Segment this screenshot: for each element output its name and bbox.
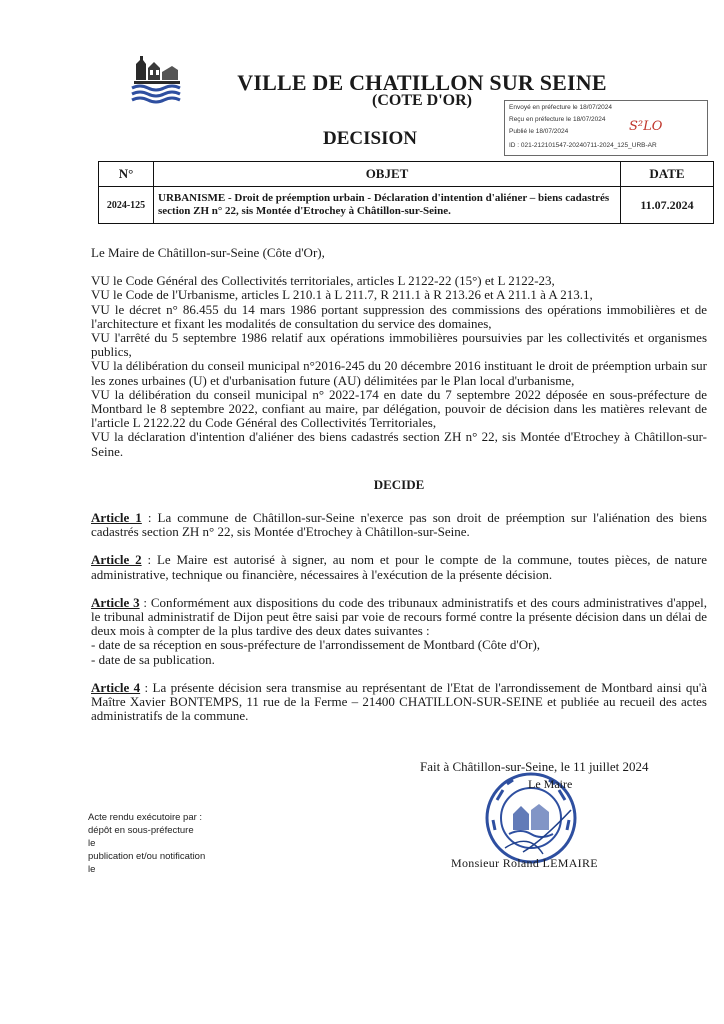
decision-number: 2024-125: [99, 187, 154, 224]
vu-item: VU la délibération du conseil municipal n° 2022-174 en date du 7 septembre 2022 déposée en sous-préfecture de Montbard le 8 septembre 2022, confiant au maire, par délégation, pouvoir de décision dans les matières relevant de l'article L 2122.22 du Code Général des Collectivités Territoriales,: [91, 386, 707, 431]
document-type: DECISION: [323, 128, 417, 149]
header-number: N°: [99, 162, 154, 187]
header-date: DATE: [621, 162, 714, 187]
execution-note-line: dépôt en sous-préfecture: [88, 825, 194, 836]
header-object: OBJET: [154, 162, 621, 187]
execution-note-line: le: [88, 838, 96, 849]
table-row: [99, 187, 714, 224]
article-3: [91, 596, 707, 639]
execution-note-line: publication et/ou notification: [88, 851, 206, 862]
article-3-item: - date de sa publication.: [91, 651, 215, 667]
table-header-row: [99, 162, 714, 187]
article-text: : La commune de Châtillon-sur-Seine n'exerce pas son droit de préemption sur l'aliénation des biens cadastrés section ZH n° 22, sis Montée d'Etrochey à Châtillon-sur-Seine.: [91, 510, 707, 540]
intro-line: Le Maire de Châtillon-sur-Seine (Côte d'Or),: [91, 245, 325, 260]
city-logo: [128, 50, 184, 106]
vu-item: VU le décret n° 86.455 du 14 mars 1986 portant suppression des commissions des opérations immobilières et de l'architecture et fixant les modalités de consultation du service des domaines,: [91, 301, 707, 331]
article-text: : La présente décision sera transmise au représentant de l'Etat de l'arrondissement de Montbard ainsi qu'à Maître Xavier BONTEMPS, 11 rue de la Ferme – 21400 CHATILLON-SUR-SEINE et publiée au recueil des actes administratifs de la commune.: [91, 679, 707, 724]
stamp-handwritten-mark: S²LO: [629, 119, 663, 134]
place-and-date: Fait à Châtillon-sur-Seine, le 11 juillet 2024: [420, 759, 649, 774]
stamp-received: Reçu en préfecture le 18/07/2024: [509, 116, 606, 123]
document-body: [91, 246, 707, 723]
article-1: [91, 511, 707, 539]
vu-item: VU le Code Général des Collectivités territoriales, articles L 2122-22 (15°) et L 2122-23,: [91, 273, 555, 289]
decision-date: 11.07.2024: [621, 187, 714, 224]
article-4: [91, 681, 707, 724]
article-text: : Le Maire est autorisé à signer, au nom et pour le compte de la commune, toutes pièces, de nature administrative, technique ou financière, nécessaires à l'exécution de la présente décision.: [91, 552, 707, 582]
execution-note-line: le: [88, 864, 96, 875]
execution-note-line: Acte rendu exécutoire par :: [88, 812, 203, 823]
decision-object: URBANISME - Droit de préemption urbain - Déclaration d'intention d'aliéner – biens cadastrés section ZH n° 22, sis Montée d'Etrochey à Châtillon-sur-Seine.: [154, 187, 621, 224]
decide-heading: DECIDE: [373, 476, 425, 492]
decision-object-table: [98, 161, 714, 224]
stamp-sent: Envoyé en préfecture le 18/07/2024: [509, 104, 612, 111]
signatory-name: Monsieur Roland LEMAIRE: [451, 856, 598, 870]
vu-item: VU la délibération du conseil municipal n°2016-245 du 20 décembre 2016 instituant le droit de préemption urbain sur les zones urbaines (U) et d'urbanisation future (AU) délimitées par le Plan local d'urbanisme,: [91, 358, 707, 388]
article-label: Article 1: [91, 510, 142, 526]
vu-item: VU l'arrêté du 5 septembre 1986 relatif aux opérations immobilières poursuivies par les collectivités et organismes publics,: [91, 330, 707, 360]
prefecture-stamp: [504, 100, 708, 156]
stamp-id: ID : 021-212101547-20240711-2024_125_URB-AR: [509, 142, 657, 149]
vu-item: VU la déclaration d'intention d'aliéner des biens cadastrés section ZH n° 22, sis Montée d'Etrochey à Châtillon-sur-Seine.: [91, 429, 707, 459]
article-label: Article 4: [91, 679, 141, 695]
signatory-title: Le Maire: [528, 777, 573, 791]
vu-item: VU le Code de l'Urbanisme, articles L 210.1 à L 211.7, R 211.1 à R 213.26 et A 211.1 à A 213.1,: [91, 287, 593, 303]
article-label: Article 3: [91, 594, 140, 610]
stamp-published: Publié le 18/07/2024: [509, 128, 569, 135]
article-label: Article 2: [91, 552, 142, 568]
article-text: : Conformément aux dispositions du code des tribunaux administratifs et des cours administratives d'appel, le tribunal administratif de Dijon peut être saisi par voie de recours formé contre la présente décision dans un délai de deux mois à compter de la plus tardive des deux dates suivantes :: [91, 594, 707, 639]
execution-note: [88, 811, 205, 876]
article-3-item: - date de sa réception en sous-préfecture de l'arrondissement de Montbard (Côte d'Or),: [91, 637, 541, 653]
article-2: [91, 553, 707, 581]
department-label: (COTE D'OR): [372, 92, 472, 109]
city-title: VILLE DE CHATILLON SUR SEINE: [237, 70, 607, 95]
